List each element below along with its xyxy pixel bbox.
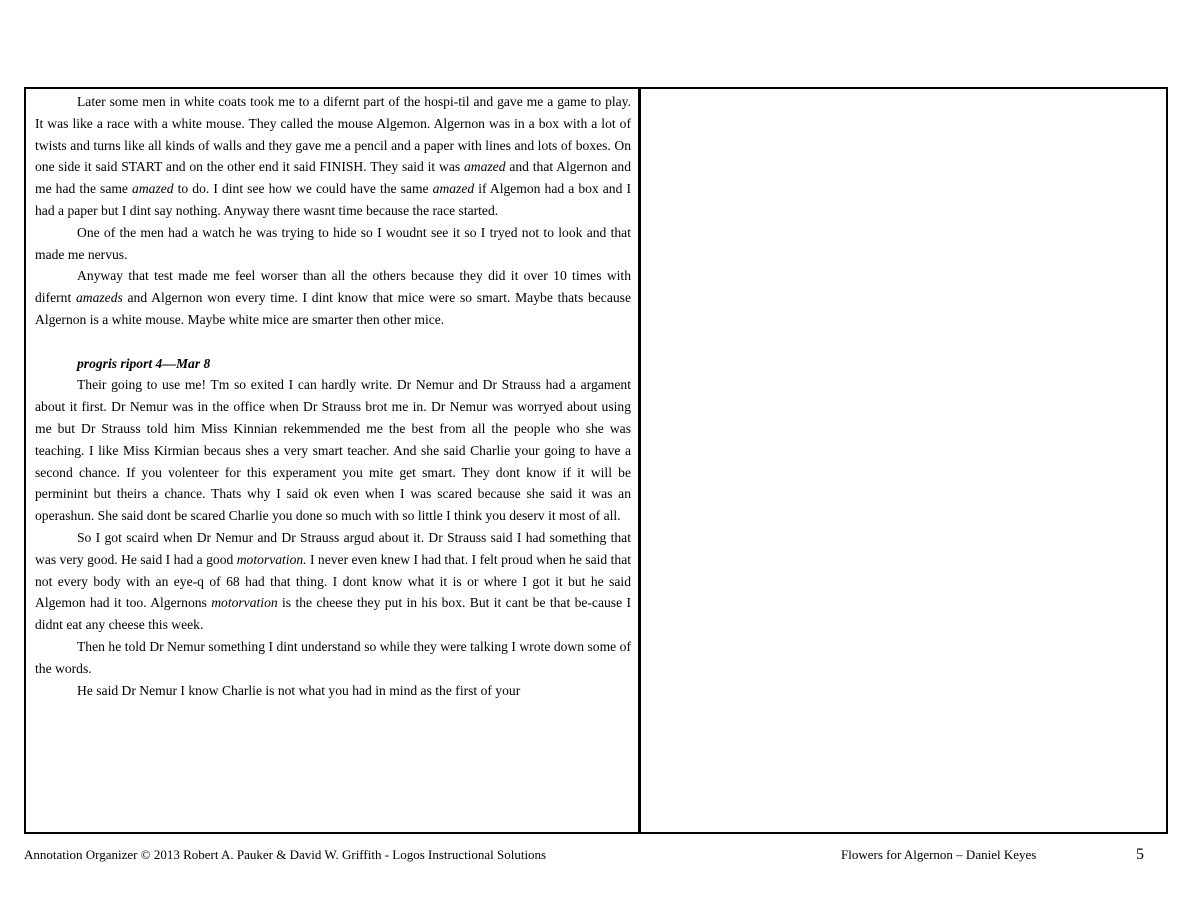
- paragraph-text: to do. I dint see how we could have the same: [173, 181, 433, 197]
- story-paragraph: [35, 91, 631, 222]
- paragraph-text: and that Algernon and me had the same: [35, 159, 631, 197]
- story-paragraph: [35, 374, 631, 527]
- story-paragraph: [35, 680, 631, 702]
- paragraph-text: and Algernon won every time. I dint know that mice were so smart. Maybe thats because Algernon is a white mouse. Maybe white mice are smarter then other mice.: [35, 290, 631, 327]
- section-heading: [35, 353, 631, 375]
- story-text-column: [26, 89, 641, 832]
- italic-text: amazed: [432, 181, 475, 197]
- italic-text: amazed: [463, 159, 506, 175]
- footer-title: Flowers for Algernon – Daniel Keyes: [841, 847, 1037, 862]
- italic-text: motorvation.: [236, 551, 307, 567]
- paragraph-text: Their going to use me! Tm so exited I can hardly write. Dr Nemur and Dr Strauss had a argament about it first. Dr Nemur was in the office when Dr Strauss brot me in. Dr Nemur was worryed about using me but Dr Strauss told him Miss Kinnian rekemmended me the best from all the people who she was teaching. I like Miss Kirmian becaus shes a very smart teacher. And she said Charlie your going to have a second chance. If you volenteer for this experament you mite get smart. They dont know if it will be perminint but theirs a chance. Thats why I said ok even when I was scared because she said it was an operashun. She said dont be scared Charlie you done so much with so little I think you deserv it most of all.: [35, 377, 631, 524]
- paragraph-text: if Algemon had a box and I had a paper but I dint say nothing. Anyway there wasnt time because the race started.: [35, 181, 631, 218]
- annotation-notes-column: [641, 89, 1166, 832]
- annotation-frame: [24, 87, 1168, 834]
- story-paragraph: [35, 527, 631, 636]
- story-paragraph: [35, 265, 631, 330]
- page-number: 5: [1136, 846, 1144, 863]
- paragraph-text: progris riport 4—Mar 8: [77, 355, 211, 371]
- paragraph-text: One of the men had a watch he was trying to hide so I woudnt see it so I tryed not to look and that made me nervus.: [35, 224, 631, 262]
- italic-text: motorvation: [211, 595, 278, 611]
- paragraph-text: So I got scaird when Dr Nemur and Dr Strauss argud about it. Dr Strauss said I had something that was very good. He said I had a good: [35, 529, 631, 567]
- story-paragraph: [35, 636, 631, 680]
- paragraph-text: Later some men in white coats took me to a difernt part of the hospi-til and gave me a game to play. It was like a race with a white mouse. They called the mouse Algemon. Algernon was in a box with a lot of twists and turns like all kinds of walls and they gave me a pencil and a paper with lines and lots of boxes. On one side it said START and on the other end it said FINISH. They said it was: [35, 94, 631, 175]
- paragraph-text: I never even knew I had that. I felt proud when he said that not every body with an eye-q of 68 had that thing. I dont know what it is or where I got it but he said Algemon had it too. Algernons: [35, 551, 632, 611]
- paragraph-text: Then he told Dr Nemur something I dint understand so while they were talking I wrote down some of the words.: [35, 638, 631, 676]
- paragraph-text: Anyway that test made me feel worser than all the others because they did it over 10 times with difernt: [35, 268, 631, 306]
- paragraph-text: is the cheese they put in his box. But it cant be that be-cause I didnt eat any cheese this week.: [35, 595, 631, 633]
- paragraph-text: He said Dr Nemur I know Charlie is not what you had in mind as the first of your: [77, 682, 521, 698]
- story-paragraph: [35, 222, 631, 266]
- italic-text: amazed: [132, 181, 174, 197]
- footer-copyright: Annotation Organizer © 2013 Robert A. Pauker & David W. Griffith - Logos Instructional Solutions: [24, 847, 547, 862]
- section-gap: [35, 331, 631, 353]
- italic-text: amazeds: [75, 290, 123, 306]
